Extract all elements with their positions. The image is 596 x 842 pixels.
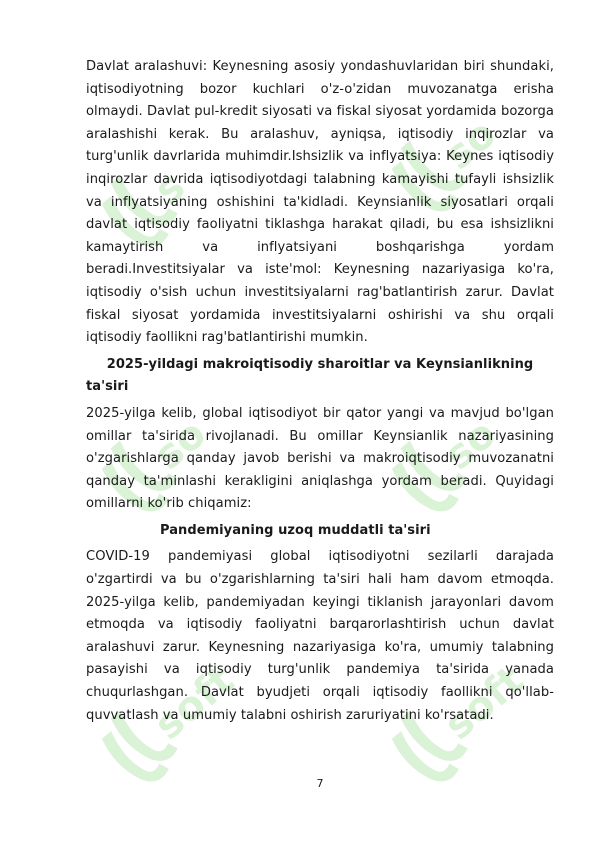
- section-heading-2025-conditions: 2025-yildagi makroiqtisodiy sharoitlar va Keynsianlikning ta'siri: [86, 356, 534, 395]
- page-number: 7: [316, 777, 324, 790]
- section-heading-pandemic: Pandemiyaning uzoq muddatli ta'siri: [160, 522, 431, 538]
- paragraph-pandemic-impact: COVID-19 pandemiyasi global iqtisodiyotni sezilarli darajada o'zgartirdi va bu o'zgarishlarning ta'siri hali ham davom etmoqda. 2025-yilga kelib, pandemiyadan keyingi tiklanish jarayonlari davom etmoqda va iqtisodiy faoliyatni barqarorlashtirish uchun davlat aralashuvi zarur. Keynesning nazariyasiga ko'ra, umumiy talabning pasayishi va iqtisodiy turg'unlik pandemiya ta'sirida yanada chuqurlashgan. Davlat byudjeti orqali iqtisodiy faollikni qo'llab-quvvatlash va umumiy talabni oshirish zaruriyatini ko'rsatadi.: [86, 549, 554, 723]
- svg-text:soft: soft: [435, 665, 525, 749]
- document-body: [86, 56, 554, 727]
- svg-text:so: so: [145, 410, 215, 479]
- paragraph-keynes-principles: Davlat aralashuvi: Keynesning asosiy yondashuvlaridan biri shundaki, iqtisodiyotning bozor kuchlari o'z-o'zidan muvozanatga erisha olmaydi. Davlat pul-kredit siyosati va fiskal siyosat yordamida bozorga aralashishi kerak. Bu aralashuv, ayniqsa, iqtisodiy inqirozlar va turg'unlik davrlarida muhimdir.Ishsizlik va inflyatsiya: Keynes iqtisodiy inqirozlar davrida iqtisodiyotdagi talabning kamayishi tufayli ishsizlik va inflyatsiyaning oshishini ta'kidladi. Keynsianlik siyosatlari orqali davlat iqtisodiy faoliyatni tiklashga harakat qiladi, bu esa ishsizlikni kamaytirish va inflyatsiyani boshqarishga yordam beradi.Investitsiyalar va iste'mol: Keynesning nazariyasiga ko'ra, iqtisodiy o'sish uchun investitsiyalarni rag'batlantirish zarur. Davlat fiskal siyosat yordamida investitsiyalarni oshirishi va shu orqali iqtisodiy faollikni rag'batlantirishi mumkin.: [86, 59, 554, 346]
- svg-text:soft: soft: [145, 665, 235, 749]
- svg-text:so: so: [435, 410, 505, 479]
- svg-text:s: s: [145, 163, 194, 214]
- paragraph-2025-factors: 2025-yilga kelib, global iqtisodiyot bir qator yangi va mavjud bo'lgan omillar ta'sirida rivojlanadi. Bu omillar Keynsianlik nazariyasining o'zgarishlarga qanday javob berishi va makroiqtisodiy muvozanatni qanday ta'minlashi kerakligini aniqlashga yordam beradi. Quyidagi omillarni ko'rib chiqamiz:: [86, 405, 554, 512]
- svg-text:so: so: [435, 110, 505, 179]
